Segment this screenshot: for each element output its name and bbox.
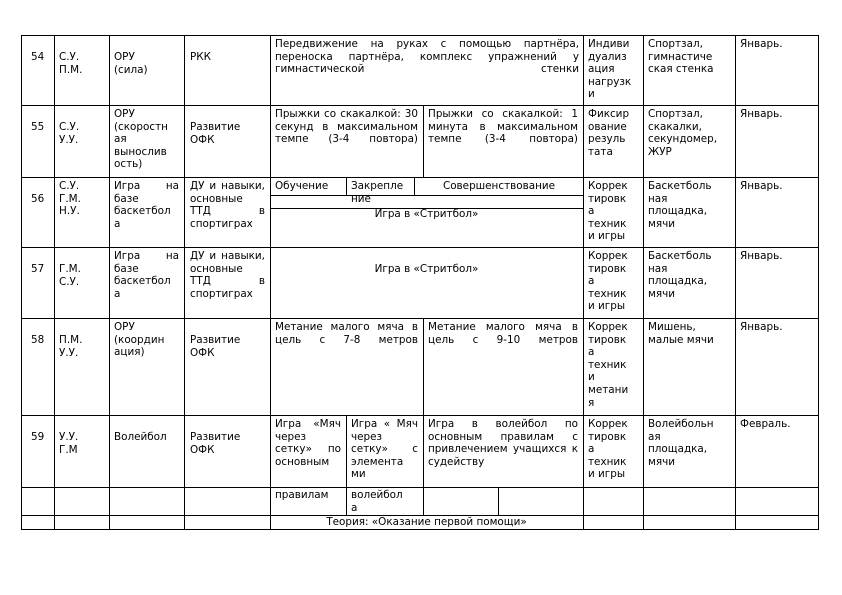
section-cell: ОРУ (сила) (114, 51, 148, 76)
month-cell: Январь. (740, 321, 783, 333)
equipment-cell: Спортзал, гимнастиче ская стенка (648, 38, 714, 76)
method-cell: Коррек тировк а техник и игры (588, 250, 628, 313)
stage-label: Обучение (275, 180, 329, 192)
equipment-cell: Спортзал, скакалки, секундомер, ЖУР (648, 108, 717, 158)
section-cell: Игра на базе баскетбол а (114, 250, 179, 300)
method-cell: Коррек тировк а техник и метани я (588, 321, 629, 409)
theory-cell: Теория: «Оказание первой помощи» (326, 516, 527, 528)
month-cell: Февраль. (740, 418, 791, 430)
stage-label: Совершенствование (442, 180, 556, 192)
section-cell: Игра на базе баскетбол а (114, 180, 179, 230)
group-cell: П.М. У.У. (59, 334, 83, 359)
content-cell-a: Прыжки со скакалкой: 30 секунд в максимальном темпе (3-4 повтора) (275, 108, 418, 146)
row-number: 54 (31, 51, 45, 63)
equipment-cell: Баскетболь ная площадка, мячи (648, 180, 712, 230)
content-cell-b: Игра « Мяч через сетку» с элемента ми (351, 418, 418, 481)
row-number: 56 (31, 193, 45, 205)
content-cell-b: Метание малого мяча в цель с 9-10 метров (428, 321, 578, 346)
content-cell-b: Прыжки со скакалкой: 1 минута в максимальном темпе (3-4 повтора) (428, 108, 578, 146)
content-cell: Передвижение на руках с помощью партнёра, переноска партнёра, комплекс упражнений у гимнастической стенки (275, 38, 579, 76)
task-cell: ДУ и навыки, основные ТТД в спортиграх (190, 250, 265, 300)
month-cell: Январь. (740, 38, 783, 50)
method-cell: Индиви дуализ ация нагрузк и (588, 38, 632, 101)
task-cell: Развитие ОФК (190, 121, 241, 146)
month-cell: Январь. (740, 108, 783, 120)
equipment-cell: Волейбольн ая площадка, мячи (648, 418, 714, 468)
method-cell: Коррек тировк а техник и игры (588, 180, 628, 243)
group-cell: У.У. Г.М (59, 431, 79, 456)
row-number: 57 (31, 263, 45, 275)
content-continuation: волейбол а (351, 489, 403, 514)
content-cell-c: Игра в волейбол по основным правилам с привлечением учащихся к судейству (428, 418, 578, 468)
month-cell: Январь. (740, 180, 783, 192)
section-cell: ОРУ (скоростн ая вынослив ость) (114, 108, 168, 171)
content-continuation: правилам (275, 489, 329, 501)
method-cell: Фиксир ование резуль тата (588, 108, 630, 158)
stage-label: Закрепле ние (351, 180, 404, 205)
row-number: 59 (31, 431, 45, 443)
section-cell: ОРУ (координ ация) (114, 321, 165, 359)
group-cell: С.У. П.М. (59, 51, 83, 76)
group-cell: Г.М. С.У. (59, 263, 81, 288)
content-cell: Игра в «Стритбол» (374, 208, 479, 220)
section-cell: Волейбол (114, 431, 167, 443)
equipment-cell: Мишень, малые мячи (648, 321, 714, 346)
equipment-cell: Баскетболь ная площадка, мячи (648, 250, 712, 300)
group-cell: С.У. У.У. (59, 121, 80, 146)
group-cell: С.У. Г.М. Н.У. (59, 180, 81, 218)
task-cell: Развитие ОФК (190, 431, 241, 456)
task-cell: ДУ и навыки, основные ТТД в спортиграх (190, 180, 265, 230)
method-cell: Коррек тировк а техник и игры (588, 418, 628, 481)
row-number: 58 (31, 334, 45, 346)
task-cell: РКК (190, 51, 212, 63)
content-cell-a: Игра «Мяч через сетку» по основным (275, 418, 341, 468)
content-cell-a: Метание малого мяча в цель с 7-8 метров (275, 321, 418, 346)
month-cell: Январь. (740, 250, 783, 262)
task-cell: Развитие ОФК (190, 334, 241, 359)
content-cell: Игра в «Стритбол» (374, 263, 479, 275)
row-number: 55 (31, 121, 45, 133)
